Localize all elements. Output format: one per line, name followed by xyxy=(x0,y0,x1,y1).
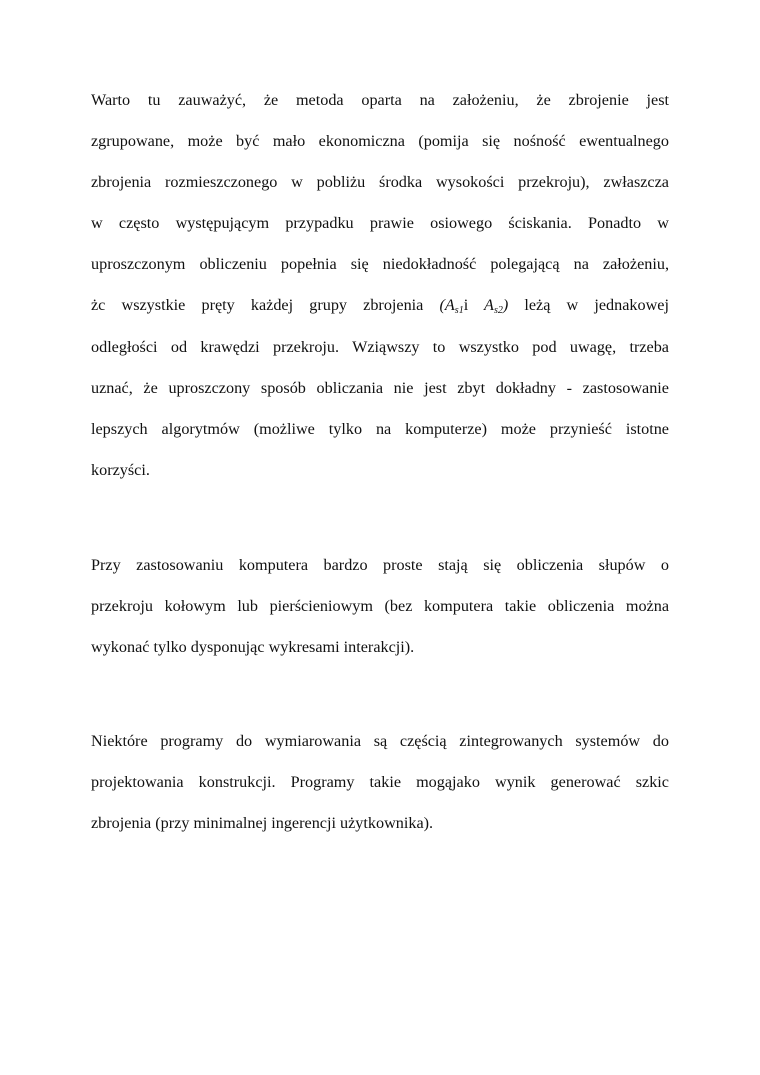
text-line: korzyści. xyxy=(91,460,150,479)
text-line: projektowania konstrukcji. Programy takie mogąjako wynik generować szkic xyxy=(91,773,669,792)
text-line: w często występującym przypadku prawie osiowego ściskania. Ponadto w xyxy=(91,214,669,233)
text-line: lepszych algorytmów (możliwe tylko na komputerze) może przynieść istotne xyxy=(91,419,669,438)
text-line: uznać, że uproszczony sposób obliczania nie jest zbyt dokładny - zastosowanie xyxy=(91,378,669,397)
text-segment: leżą w jednakowej xyxy=(508,296,669,315)
text-line: zbrojenia rozmieszczonego w pobliżu środka wysokości przekroju), zwłaszcza xyxy=(91,173,669,192)
paragraph-3 xyxy=(91,721,669,844)
formula-as1-as2: ($A_{s1}i$ $A_{s2}$) xyxy=(439,296,509,317)
text-line: uproszczonym obliczeniu popełnia się niedokładność polegającą na założeniu, xyxy=(91,255,669,274)
text-segment: żc wszystkie pręty każdej grupy zbrojenia xyxy=(91,296,440,315)
text-line-with-formula xyxy=(91,285,669,326)
paragraph-2 xyxy=(91,545,669,668)
text-line: odległości od krawędzi przekroju. Wziąwszy to wszystko pod uwagę, trzeba xyxy=(91,337,669,356)
text-line: zbrojenia (przy minimalnej ingerencji użytkownika). xyxy=(91,814,434,833)
text-line: Niektóre programy do wymiarowania są częścią zintegrowanych systemów do xyxy=(91,732,669,750)
text-line: zgrupowane, może być mało ekonomiczna (pomija się nośność ewentualnego xyxy=(91,132,669,151)
text-line: Przy zastosowaniu komputera bardzo proste stają się obliczenia słupów o xyxy=(91,556,669,574)
text-line: przekroju kołowym lub pierścieniowym (bez komputera takie obliczenia można xyxy=(91,597,669,616)
text-line: wykonać tylko dysponując wykresami interakcji). xyxy=(91,638,415,657)
text-line: Warto tu zauważyć, że metoda oparta na założeniu, że zbrojenie jest xyxy=(91,91,669,109)
paragraph-1 xyxy=(91,80,669,491)
